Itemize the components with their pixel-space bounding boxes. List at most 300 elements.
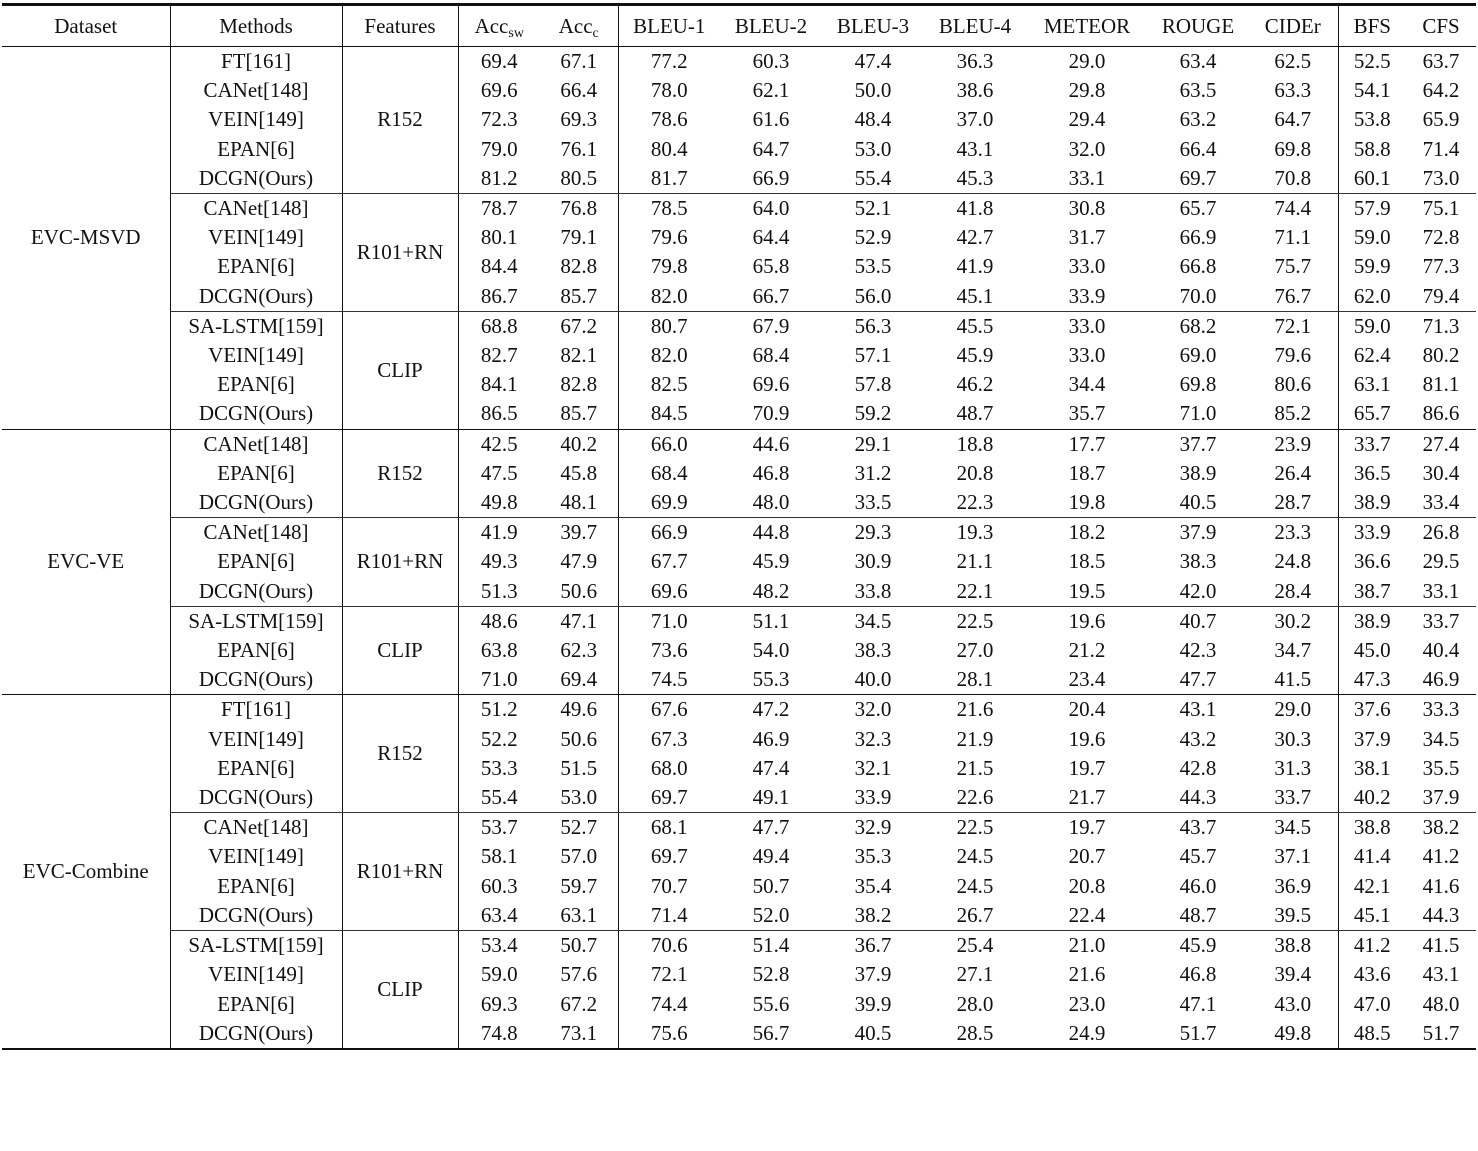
value-acc-sw: 86.5 [458, 399, 540, 429]
value-bfs: 38.7 [1338, 577, 1406, 607]
value-cider: 85.2 [1248, 399, 1338, 429]
value-rouge: 40.5 [1148, 488, 1248, 518]
value-bleu1: 71.0 [650, 608, 688, 633]
value-cider: 62.5 [1248, 47, 1338, 77]
value-bleu1: 68.0 [650, 755, 688, 780]
features-cell: R152 [342, 47, 458, 194]
value-acc-sw: 53.4 [480, 933, 518, 958]
dataset-cell: EVC-Combine [2, 695, 170, 1049]
method-cell: EPAN[6] [170, 252, 342, 281]
method-cell: VEIN[149] [170, 341, 342, 370]
value-bleu4: 38.6 [956, 78, 994, 103]
value-acc-c: 67.2 [540, 311, 618, 341]
method-cell: CANet[148] [170, 76, 342, 105]
value-bfs: 54.1 [1353, 78, 1391, 103]
value-bfs: 36.5 [1353, 460, 1391, 485]
value-bleu2: 47.2 [752, 697, 790, 722]
method-cell: EPAN[6] [170, 990, 342, 1019]
value-cider: 76.7 [1248, 282, 1338, 312]
value-bleu4: 24.5 [956, 844, 994, 869]
value-bleu3: 33.9 [822, 783, 924, 813]
value-bfs: 41.2 [1353, 933, 1391, 958]
value-bleu4: 22.5 [956, 815, 994, 840]
value-cfs: 41.2 [1422, 844, 1460, 869]
value-acc-c: 50.6 [540, 725, 618, 754]
table-row [2, 164, 1476, 194]
value-bfs: 38.8 [1353, 815, 1391, 840]
value-bleu3: 35.4 [854, 873, 892, 898]
value-meteor: 33.0 [1068, 254, 1106, 279]
value-cider: 24.8 [1248, 547, 1338, 576]
table-row [2, 518, 1476, 548]
features-cell: CLIP [342, 931, 458, 1049]
value-cider: 71.1 [1248, 223, 1338, 252]
value-rouge: 70.0 [1148, 282, 1248, 312]
value-bleu2: 60.3 [752, 49, 790, 73]
table-row [2, 282, 1476, 312]
value-bleu4: 28.0 [956, 991, 994, 1016]
value-cider: 31.3 [1248, 754, 1338, 783]
value-bleu3: 36.7 [854, 933, 892, 958]
value-acc-c: 49.6 [540, 695, 618, 725]
features-cell: CLIP [342, 311, 458, 429]
value-bleu1: 70.7 [650, 873, 688, 898]
value-bleu1: 68.4 [650, 460, 688, 485]
value-bleu3: 38.2 [822, 901, 924, 931]
table-row [2, 754, 1476, 783]
value-bleu4: 41.8 [956, 196, 994, 221]
value-bleu2: 48.2 [720, 577, 822, 607]
method-cell: EPAN[6] [170, 636, 342, 665]
table-row [2, 223, 1476, 252]
value-bleu1: 82.0 [618, 282, 720, 312]
value-bfs: 63.1 [1353, 372, 1391, 397]
value-meteor: 18.7 [1068, 460, 1106, 485]
value-bleu4: 28.1 [924, 665, 1026, 695]
value-bleu2: 70.9 [720, 399, 822, 429]
value-bleu1: 73.6 [650, 638, 688, 663]
value-acc-sw: 51.2 [480, 697, 518, 722]
value-cider: 26.4 [1248, 459, 1338, 488]
table-row [2, 577, 1476, 607]
value-cfs: 38.2 [1422, 815, 1460, 840]
value-rouge: 66.9 [1179, 225, 1217, 250]
method-cell: DCGN(Ours) [170, 577, 342, 607]
table-row [2, 695, 1476, 725]
value-acc-c: 69.4 [540, 665, 618, 695]
value-cfs: 51.7 [1406, 1019, 1476, 1049]
value-bleu3: 37.9 [854, 962, 892, 987]
value-bleu1: 84.5 [618, 399, 720, 429]
value-acc-c: 48.1 [540, 488, 618, 518]
value-cfs: 33.7 [1422, 608, 1460, 633]
value-bleu1: 78.5 [650, 196, 688, 221]
value-cider: 72.1 [1248, 311, 1338, 341]
value-bleu4: 24.5 [956, 873, 994, 898]
col-header-rouge: ROUGE [1161, 14, 1235, 38]
value-cfs: 79.4 [1406, 282, 1476, 312]
value-bleu2: 46.9 [752, 726, 790, 751]
table-row [2, 547, 1476, 576]
value-acc-c: 85.7 [540, 282, 618, 312]
method-cell: VEIN[149] [170, 960, 342, 989]
value-bleu4: 45.1 [924, 282, 1026, 312]
value-bleu3: 33.5 [822, 488, 924, 518]
table-row [2, 459, 1476, 488]
value-bleu4: 22.3 [924, 488, 1026, 518]
value-bleu4: 19.3 [956, 520, 994, 545]
value-bleu1: 69.6 [618, 577, 720, 607]
value-meteor: 19.7 [1068, 815, 1106, 840]
value-meteor: 21.7 [1026, 783, 1148, 813]
value-bleu4: 18.8 [956, 431, 994, 456]
value-bleu2: 47.4 [752, 755, 790, 780]
value-bleu1: 75.6 [618, 1019, 720, 1049]
value-bleu2: 51.1 [752, 608, 790, 633]
value-acc-c: 66.4 [540, 76, 618, 105]
value-cider: 79.6 [1248, 341, 1338, 370]
value-bfs: 33.7 [1353, 431, 1391, 456]
method-cell: FT[161] [170, 47, 342, 77]
value-rouge: 38.3 [1179, 549, 1217, 574]
value-acc-sw: 48.6 [480, 608, 518, 633]
value-acc-sw: 53.7 [480, 815, 518, 840]
value-acc-sw: 53.3 [480, 755, 518, 780]
value-meteor: 29.4 [1068, 107, 1106, 132]
value-rouge: 66.4 [1179, 136, 1217, 161]
value-bleu2: 64.0 [752, 196, 790, 221]
value-bleu3: 40.0 [822, 665, 924, 695]
value-bleu1: 77.2 [650, 49, 688, 73]
value-acc-sw: 58.1 [480, 844, 518, 869]
value-meteor: 18.2 [1068, 520, 1106, 545]
value-acc-c: 82.8 [540, 252, 618, 281]
value-cider: 30.3 [1248, 725, 1338, 754]
value-bleu1: 69.7 [650, 844, 688, 869]
value-bleu1: 80.7 [650, 313, 688, 338]
value-cider: 41.5 [1248, 665, 1338, 695]
method-cell: VEIN[149] [170, 842, 342, 871]
value-bleu1: 79.6 [650, 225, 688, 250]
value-meteor: 20.4 [1068, 697, 1106, 722]
method-cell: SA-LSTM[159] [170, 931, 342, 961]
value-bleu3: 57.8 [854, 372, 892, 397]
value-bleu1: 78.6 [650, 107, 688, 132]
value-meteor: 31.7 [1068, 225, 1106, 250]
value-rouge: 45.9 [1179, 933, 1217, 958]
value-cfs: 77.3 [1422, 254, 1460, 279]
value-acc-c: 39.7 [540, 518, 618, 548]
value-acc-c: 82.1 [540, 341, 618, 370]
value-acc-c: 45.8 [540, 459, 618, 488]
value-cfs: 37.9 [1406, 783, 1476, 813]
value-rouge: 46.0 [1179, 873, 1217, 898]
features-cell: R101+RN [342, 518, 458, 607]
col-header-methods: Methods [170, 5, 342, 47]
value-acc-sw: 63.8 [480, 638, 518, 663]
col-header-bleu1: BLEU-1 [633, 14, 706, 38]
method-cell: DCGN(Ours) [170, 488, 342, 518]
value-bleu2: 66.7 [720, 282, 822, 312]
value-bleu4: 45.9 [956, 343, 994, 368]
method-cell: VEIN[149] [170, 105, 342, 134]
value-acc-c: 40.2 [540, 429, 618, 459]
value-meteor: 19.6 [1068, 608, 1106, 633]
method-cell: CANet[148] [170, 813, 342, 843]
value-bleu3: 56.0 [822, 282, 924, 312]
method-cell: SA-LSTM[159] [170, 606, 342, 636]
value-acc-c: 50.7 [540, 931, 618, 961]
value-rouge: 40.7 [1179, 608, 1217, 633]
col-header-cfs: CFS [1422, 14, 1460, 38]
value-cider: 28.4 [1248, 577, 1338, 607]
value-cider: 75.7 [1248, 252, 1338, 281]
value-cfs: 64.2 [1422, 78, 1460, 103]
value-cider: 43.0 [1248, 990, 1338, 1019]
col-header-features: Features [342, 5, 458, 47]
value-meteor: 21.6 [1068, 962, 1106, 987]
value-meteor: 29.8 [1068, 78, 1106, 103]
col-header-bleu4: BLEU-4 [938, 14, 1012, 38]
value-cfs: 41.5 [1422, 933, 1460, 958]
value-rouge: 69.0 [1179, 343, 1217, 368]
table-row [2, 665, 1476, 695]
value-bleu2: 46.8 [752, 460, 790, 485]
method-cell: EPAN[6] [170, 135, 342, 164]
value-acc-sw: 81.2 [458, 164, 540, 194]
method-cell: EPAN[6] [170, 547, 342, 576]
value-bfs: 65.7 [1338, 399, 1406, 429]
value-acc-sw: 69.4 [480, 49, 518, 73]
value-bfs: 59.0 [1353, 313, 1391, 338]
features-cell: R101+RN [342, 813, 458, 931]
value-bleu1: 69.9 [618, 488, 720, 518]
value-rouge: 42.8 [1179, 755, 1217, 780]
dataset-cell: EVC-VE [2, 429, 170, 695]
value-acc-sw: 59.0 [480, 962, 518, 987]
value-cfs: 41.6 [1422, 873, 1460, 898]
value-rouge: 47.1 [1179, 991, 1217, 1016]
value-cider: 37.1 [1248, 842, 1338, 871]
value-cfs: 48.0 [1422, 991, 1460, 1016]
value-bleu3: 33.8 [822, 577, 924, 607]
value-rouge: 68.2 [1179, 313, 1217, 338]
value-acc-sw: 74.8 [458, 1019, 540, 1049]
value-bleu3: 47.4 [854, 49, 892, 73]
value-meteor: 21.2 [1068, 638, 1106, 663]
value-bfs: 59.0 [1353, 225, 1391, 250]
method-cell: SA-LSTM[159] [170, 311, 342, 341]
value-rouge: 45.7 [1179, 844, 1217, 869]
value-cider: 23.9 [1248, 429, 1338, 459]
value-cider: 70.8 [1248, 164, 1338, 194]
method-cell: CANet[148] [170, 429, 342, 459]
value-acc-sw: 84.4 [480, 254, 518, 279]
value-acc-c: 47.9 [540, 547, 618, 576]
value-bleu4: 41.9 [956, 254, 994, 279]
table-row [2, 842, 1476, 871]
value-bfs: 43.6 [1353, 962, 1391, 987]
table-row [2, 47, 1476, 77]
value-cfs: 46.9 [1406, 665, 1476, 695]
table-row [2, 990, 1476, 1019]
value-bleu1: 71.4 [618, 901, 720, 931]
value-bleu1: 67.6 [650, 697, 688, 722]
value-meteor: 33.1 [1026, 164, 1148, 194]
value-bleu3: 59.2 [822, 399, 924, 429]
table-row [2, 76, 1476, 105]
value-bfs: 37.6 [1353, 697, 1391, 722]
value-acc-sw: 49.3 [480, 549, 518, 574]
value-bfs: 62.4 [1353, 343, 1391, 368]
col-header-bleu3: BLEU-3 [836, 14, 910, 38]
value-bleu3: 31.2 [854, 460, 892, 485]
value-cfs: 73.0 [1406, 164, 1476, 194]
value-bleu1: 66.0 [650, 431, 688, 456]
value-bleu4: 21.6 [956, 697, 994, 722]
value-bleu4: 46.2 [956, 372, 994, 397]
value-bleu3: 50.0 [854, 78, 892, 103]
value-bleu3: 30.9 [854, 549, 892, 574]
value-bleu1: 82.0 [650, 343, 688, 368]
value-acc-sw: 86.7 [458, 282, 540, 312]
method-cell: CANet[148] [170, 518, 342, 548]
table-row [2, 488, 1476, 518]
value-rouge: 47.7 [1148, 665, 1248, 695]
value-meteor: 33.0 [1068, 343, 1106, 368]
value-meteor: 32.0 [1068, 136, 1106, 161]
value-bleu4: 25.4 [956, 933, 994, 958]
table-row [2, 636, 1476, 665]
value-cider: 49.8 [1248, 1019, 1338, 1049]
value-bleu1: 78.0 [650, 78, 688, 103]
value-bleu4: 22.1 [924, 577, 1026, 607]
value-cider: 69.8 [1248, 135, 1338, 164]
value-acc-sw: 78.7 [480, 196, 518, 221]
value-bleu2: 50.7 [752, 873, 790, 898]
value-bfs: 57.9 [1353, 196, 1391, 221]
value-bleu4: 21.1 [956, 549, 994, 574]
value-bleu4: 43.1 [956, 136, 994, 161]
value-bfs: 45.0 [1353, 638, 1391, 663]
col-header-bfs: BFS [1353, 14, 1391, 38]
value-bleu1: 70.6 [650, 933, 688, 958]
value-bleu4: 42.7 [956, 225, 994, 250]
value-meteor: 35.7 [1026, 399, 1148, 429]
method-cell: EPAN[6] [170, 370, 342, 399]
value-rouge: 43.1 [1179, 697, 1217, 722]
value-bleu3: 32.1 [854, 755, 892, 780]
value-meteor: 19.5 [1026, 577, 1148, 607]
value-cider: 39.5 [1248, 901, 1338, 931]
value-bleu1: 74.5 [618, 665, 720, 695]
value-bleu1: 67.7 [650, 549, 688, 574]
value-meteor: 23.0 [1068, 991, 1106, 1016]
value-acc-sw: 68.8 [480, 313, 518, 338]
value-acc-sw: 51.3 [458, 577, 540, 607]
value-bfs: 60.1 [1338, 164, 1406, 194]
value-bleu4: 27.0 [956, 638, 994, 663]
value-cfs: 65.9 [1422, 107, 1460, 132]
value-bleu4: 36.3 [956, 49, 994, 73]
value-meteor: 22.4 [1026, 901, 1148, 931]
value-bleu3: 40.5 [822, 1019, 924, 1049]
value-bleu4: 48.7 [924, 399, 1026, 429]
value-bleu2: 52.8 [752, 962, 790, 987]
value-bleu2: 44.6 [752, 431, 790, 456]
value-bfs: 33.9 [1353, 520, 1391, 545]
value-bfs: 38.9 [1353, 608, 1391, 633]
value-bleu2: 44.8 [752, 520, 790, 545]
value-bfs: 58.8 [1353, 136, 1391, 161]
value-acc-sw: 72.3 [480, 107, 518, 132]
value-bleu2: 56.7 [720, 1019, 822, 1049]
value-bleu4: 37.0 [956, 107, 994, 132]
value-cfs: 35.5 [1422, 755, 1460, 780]
value-bleu3: 34.5 [854, 608, 892, 633]
value-bleu1: 67.3 [650, 726, 688, 751]
value-bleu1: 68.1 [650, 815, 688, 840]
value-bleu2: 65.8 [752, 254, 790, 279]
method-cell: DCGN(Ours) [170, 783, 342, 813]
features-cell: R101+RN [342, 194, 458, 312]
value-bleu3: 32.9 [854, 815, 892, 840]
value-bfs: 53.8 [1353, 107, 1391, 132]
value-cfs: 75.1 [1422, 196, 1460, 221]
value-bleu4: 22.5 [956, 608, 994, 633]
value-acc-c: 47.1 [540, 606, 618, 636]
table-row [2, 399, 1476, 429]
value-bleu4: 45.5 [956, 313, 994, 338]
value-cfs: 33.3 [1422, 697, 1460, 722]
value-acc-sw: 84.1 [480, 372, 518, 397]
value-acc-c: 76.8 [540, 194, 618, 224]
table-row [2, 725, 1476, 754]
value-meteor: 17.7 [1068, 431, 1106, 456]
method-cell: DCGN(Ours) [170, 1019, 342, 1049]
value-acc-c: 80.5 [540, 164, 618, 194]
value-cfs: 71.4 [1422, 136, 1460, 161]
value-cider: 39.4 [1248, 960, 1338, 989]
value-bleu3: 55.4 [822, 164, 924, 194]
value-bleu4: 28.5 [924, 1019, 1026, 1049]
col-header-acc-c: Acc$_c$ [540, 5, 618, 47]
value-meteor: 33.9 [1026, 282, 1148, 312]
value-acc-c: 50.6 [540, 577, 618, 607]
value-cfs: 34.5 [1422, 726, 1460, 751]
value-bleu3: 32.3 [854, 726, 892, 751]
value-rouge: 69.7 [1148, 164, 1248, 194]
table-row [2, 960, 1476, 989]
value-cider: 63.3 [1248, 76, 1338, 105]
col-header-bleu2: BLEU-2 [734, 14, 808, 38]
value-bleu3: 35.3 [854, 844, 892, 869]
value-cider: 30.2 [1248, 606, 1338, 636]
value-cfs: 26.8 [1422, 520, 1460, 545]
header-row [2, 5, 1476, 47]
method-cell: DCGN(Ours) [170, 901, 342, 931]
value-rouge: 63.4 [1179, 49, 1217, 73]
value-meteor: 34.4 [1068, 372, 1106, 397]
value-bleu4: 22.6 [924, 783, 1026, 813]
value-bleu2: 51.4 [752, 933, 790, 958]
col-header-acc-sw: Acc$_{sw}$ [474, 14, 524, 41]
value-bleu2: 66.9 [720, 164, 822, 194]
value-meteor: 29.0 [1068, 49, 1106, 73]
table-row [2, 105, 1476, 134]
value-bleu2: 48.0 [720, 488, 822, 518]
value-bleu2: 55.3 [720, 665, 822, 695]
